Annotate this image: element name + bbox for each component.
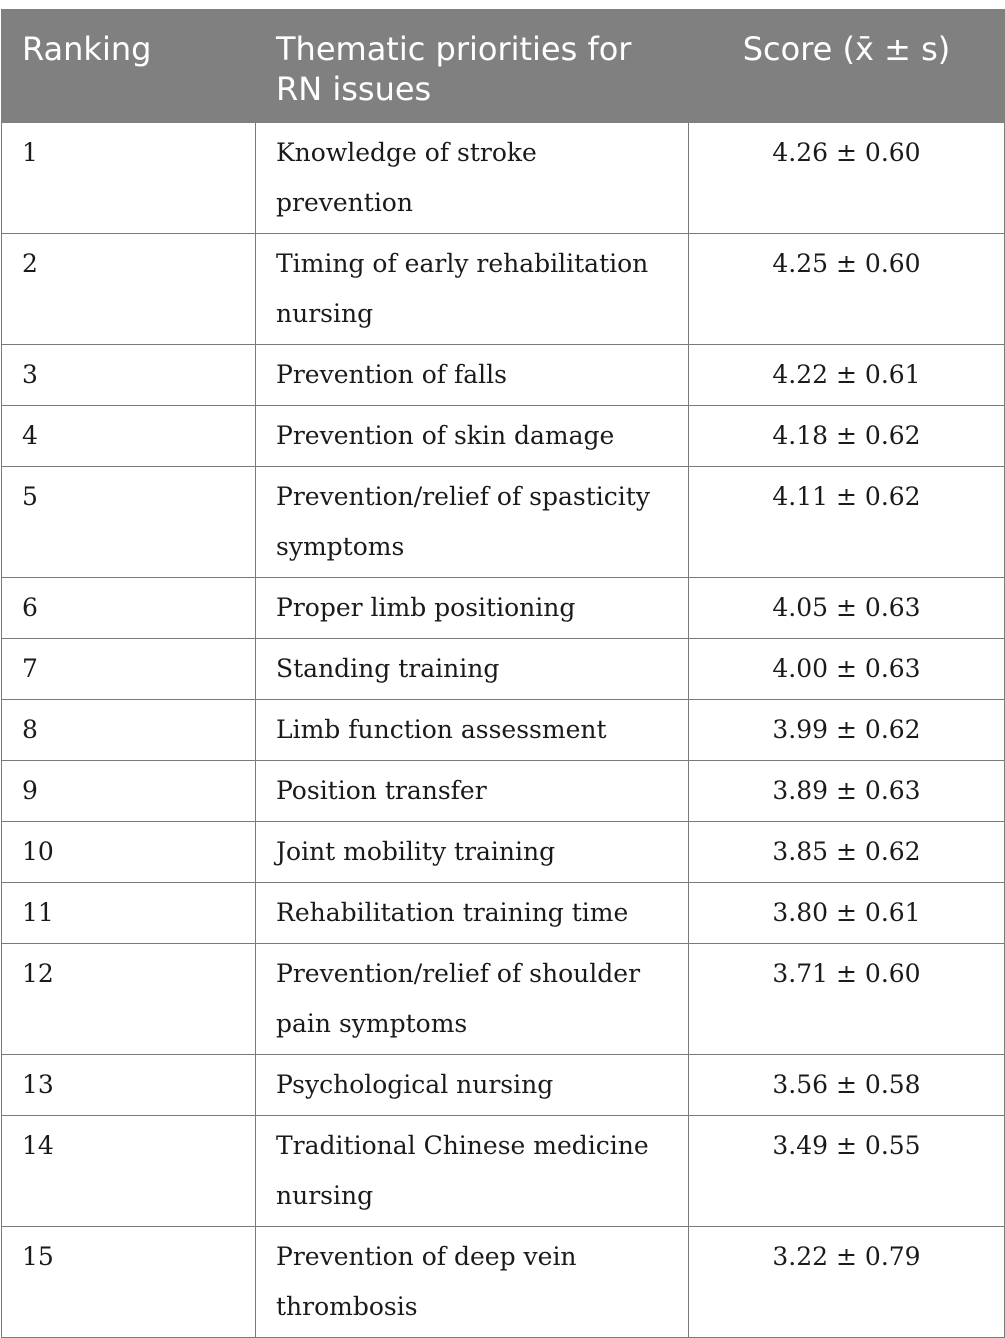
score-cell: 4.11 ± 0.62 [689, 467, 1005, 578]
score-cell: 3.49 ± 0.55 [689, 1116, 1005, 1227]
table-row [2, 761, 1005, 822]
table-row [2, 1055, 1005, 1116]
table-row [2, 944, 1005, 1055]
priority-cell: Standing training [256, 639, 689, 700]
ranking-cell: 4 [2, 406, 256, 467]
ranking-cell: 6 [2, 578, 256, 639]
table-row [2, 234, 1005, 345]
table-row [2, 883, 1005, 944]
score-cell: 4.00 ± 0.63 [689, 639, 1005, 700]
table-row [2, 822, 1005, 883]
priority-cell: Position transfer [256, 761, 689, 822]
ranking-cell: 3 [2, 345, 256, 406]
score-cell: 3.71 ± 0.60 [689, 944, 1005, 1055]
score-cell: 4.05 ± 0.63 [689, 578, 1005, 639]
priority-cell: Prevention/relief of spasticity symptoms [256, 467, 689, 578]
score-cell: 3.89 ± 0.63 [689, 761, 1005, 822]
priority-cell: Proper limb positioning [256, 578, 689, 639]
ranking-cell: 10 [2, 822, 256, 883]
score-cell: 3.22 ± 0.79 [689, 1227, 1005, 1338]
table-row [2, 578, 1005, 639]
header-ranking: Ranking [2, 10, 256, 123]
ranking-cell: 13 [2, 1055, 256, 1116]
score-cell: 3.80 ± 0.61 [689, 883, 1005, 944]
priority-cell: Psychological nursing [256, 1055, 689, 1116]
table-row [2, 1116, 1005, 1227]
priority-cell: Prevention of falls [256, 345, 689, 406]
ranking-cell: 5 [2, 467, 256, 578]
ranking-cell: 7 [2, 639, 256, 700]
table-row [2, 1227, 1005, 1338]
priority-cell: Joint mobility training [256, 822, 689, 883]
table-row [2, 345, 1005, 406]
table-row [2, 123, 1005, 234]
table-row [2, 700, 1005, 761]
ranking-cell: 9 [2, 761, 256, 822]
ranking-cell: 11 [2, 883, 256, 944]
table-row [2, 406, 1005, 467]
priority-cell: Prevention/relief of shoulder pain symptoms [256, 944, 689, 1055]
priority-cell: Traditional Chinese medicine nursing [256, 1116, 689, 1227]
score-cell: 3.85 ± 0.62 [689, 822, 1005, 883]
score-cell: 3.56 ± 0.58 [689, 1055, 1005, 1116]
ranking-cell: 1 [2, 123, 256, 234]
header-thematic-priorities: Thematic priorities for RN issues [256, 10, 689, 123]
priority-cell: Prevention of deep vein thrombosis [256, 1227, 689, 1338]
ranking-cell: 14 [2, 1116, 256, 1227]
table-row [2, 467, 1005, 578]
ranking-cell: 12 [2, 944, 256, 1055]
priority-cell: Timing of early rehabilitation nursing [256, 234, 689, 345]
priority-cell: Rehabilitation training time [256, 883, 689, 944]
ranking-cell: 2 [2, 234, 256, 345]
score-cell: 4.25 ± 0.60 [689, 234, 1005, 345]
score-cell: 4.22 ± 0.61 [689, 345, 1005, 406]
priority-cell: Knowledge of stroke prevention [256, 123, 689, 234]
ranking-cell: 8 [2, 700, 256, 761]
score-cell: 4.18 ± 0.62 [689, 406, 1005, 467]
table-header [2, 10, 1005, 123]
priority-cell: Limb function assessment [256, 700, 689, 761]
priority-cell: Prevention of skin damage [256, 406, 689, 467]
header-row [2, 10, 1005, 123]
score-cell: 3.99 ± 0.62 [689, 700, 1005, 761]
header-score: Score (x̄ ± s) [689, 10, 1005, 123]
ranking-table [1, 9, 1005, 1338]
table-row [2, 639, 1005, 700]
score-cell: 4.26 ± 0.60 [689, 123, 1005, 234]
table-body [2, 123, 1005, 1338]
ranking-cell: 15 [2, 1227, 256, 1338]
